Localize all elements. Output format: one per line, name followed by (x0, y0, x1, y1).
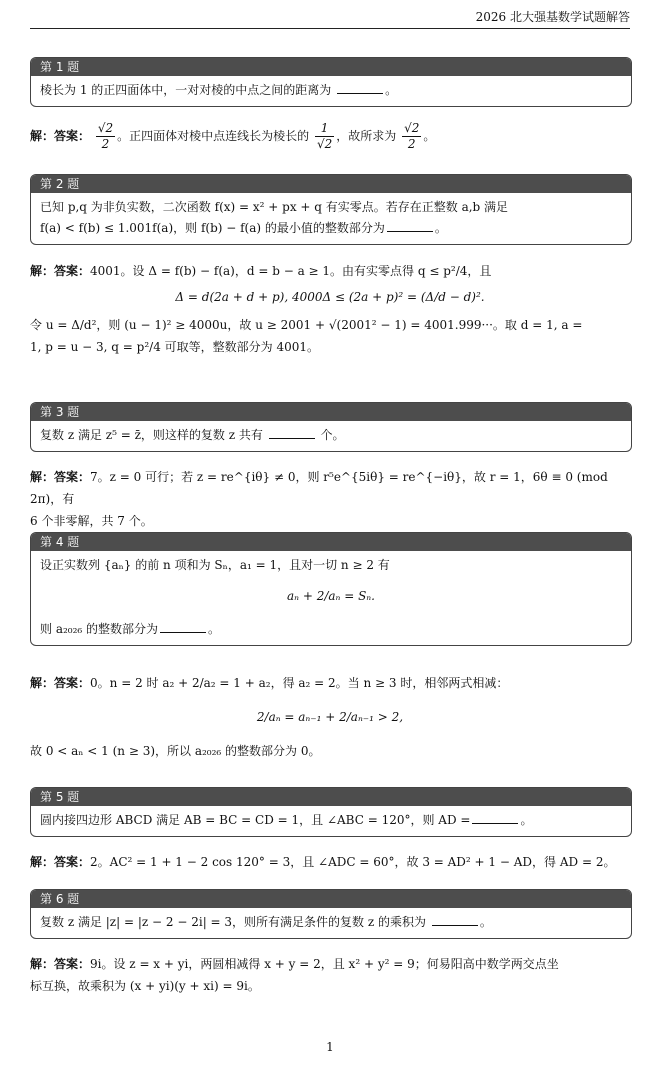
solution-label: 解：答案： (30, 264, 91, 278)
problem-1-box (30, 57, 632, 107)
solution-5-line-1: 2。AC² = 1 + 1 − 2 cos 120° = 3，且 ∠ADC = 60°，故 3 = AD² + 1 − AD，得 AD = 2。 (90, 855, 616, 869)
problem-1-body (31, 76, 631, 106)
problem-5-body (31, 806, 631, 836)
answer-blank (337, 92, 383, 94)
solution-1-text-end: 。 (423, 129, 436, 143)
problem-4-end: 。 (208, 622, 221, 636)
problem-2-body (31, 193, 631, 244)
solution-5 (30, 851, 630, 873)
solution-2-equation: Δ = d(2a + d + p), 4000Δ ≤ (2a + p)² = (Δ/d − d)². (175, 290, 485, 304)
solution-4 (30, 672, 630, 762)
solution-3-line-2: 6 个非零解，共 7 个。 (30, 514, 153, 528)
problem-4-box (30, 532, 632, 646)
solution-4-equation: 2/aₙ = aₙ₋₁ + 2/aₙ₋₁ > 2, (256, 710, 404, 724)
problem-4-body (31, 551, 631, 645)
problem-3-body (31, 421, 631, 451)
fraction-answer: $\frac{√2}{2}$ (97, 121, 114, 151)
solution-1 (30, 121, 630, 152)
problem-2-title: 第 2 题 (31, 175, 631, 193)
problem-2-line-1: 已知 p,q 为非负实数，二次函数 f(x) = x² + px + q 有实零点。若存在正整数 a,b 满足 (40, 200, 509, 214)
answer-blank (387, 230, 433, 232)
problem-1-title: 第 1 题 (31, 58, 631, 76)
solution-label: 解：答案： (30, 676, 91, 690)
problem-4-line-2: 则 a₂₀₂₆ 的整数部分为 (40, 622, 159, 636)
solution-1-text: 。正四面体对棱中点连线长为棱长的 (117, 129, 310, 143)
solution-4-line-1: 0。n = 2 时 a₂ + 2/a₂ = 1 + a₂，得 a₂ = 2。当 n ≥ 3 时，相邻两式相减： (90, 676, 509, 690)
problem-3-box (30, 402, 632, 452)
solution-6-line-1: 9i。设 z = x + yi，两圆相减得 x + y = 2，且 x² + y² = 9；何易阳高中数学两交点坐 (90, 957, 559, 971)
solution-label: 解：答案： (30, 470, 91, 484)
solution-3 (30, 466, 630, 532)
solution-3-line-1: 7。z = 0 可行；若 z = re^{iθ} ≠ 0，则 r⁵e^{5iθ} = re^{−iθ}，故 r = 1，6θ ≡ 0 (mod 2π)，有 (30, 470, 608, 506)
fraction-result: $\frac{√2}{2}$ (404, 121, 420, 151)
problem-3-text: 复数 z 满足 z⁵ = z̄，则这样的复数 z 共有 (40, 428, 263, 442)
page-header (30, 6, 630, 29)
solution-2-line-1: 4001。设 Δ = f(b) − f(a)，d = b − a ≥ 1。由有实零点得 q ≤ p²/4，且 (90, 264, 492, 278)
solution-2 (30, 260, 630, 358)
problem-3-text-end: 个。 (320, 428, 345, 442)
problem-6-title: 第 6 题 (31, 890, 631, 908)
problem-1-text-end: 。 (385, 83, 398, 97)
solution-6-line-2: 标互换，故乘积为 (x + yi)(y + xi) = 9i。 (30, 979, 260, 993)
problem-6-text: 复数 z 满足 |z| = |z − 2 − 2i| = 3，则所有满足条件的复数 z 的乘积为 (40, 915, 427, 929)
answer-blank (160, 631, 206, 633)
answer-blank (432, 924, 478, 926)
fraction-ratio: $\frac{1}{√2}$ (316, 121, 333, 151)
solution-2-line-2: 令 u = Δ/d²，则 (u − 1)² ≥ 4000u，故 u ≥ 2001 + √(2001² − 1) = 4001.999···。取 d = 1, a = (30, 318, 583, 332)
problem-6-text-end: 。 (479, 915, 492, 929)
solution-label: 解：答案： (30, 855, 91, 869)
page-number: 1 (326, 1040, 334, 1054)
problem-6-body (31, 908, 631, 938)
problem-5-text-end: 。 (520, 813, 533, 827)
answer-blank (269, 437, 315, 439)
problem-2-box (30, 174, 632, 245)
problem-4-line-1: 设正实数列 {aₙ} 的前 n 项和为 Sₙ，a₁ = 1，且对一切 n ≥ 2 有 (40, 558, 390, 572)
problem-5-box (30, 787, 632, 837)
header-title: 2026 北大强基数学试题解答 (475, 10, 630, 24)
problem-4-equation: aₙ + 2/aₙ = Sₙ. (287, 589, 375, 603)
problem-2-end: 。 (434, 221, 447, 235)
problem-1-text: 棱长为 1 的正四面体中，一对对棱的中点之间的距离为 (40, 83, 332, 97)
problem-5-text: 圆内接四边形 ABCD 满足 AB = BC = CD = 1，且 ∠ABC = 120°，则 AD = (40, 813, 471, 827)
solution-2-line-3: 1, p = u − 3, q = p²/4 可取等，整数部分为 4001。 (30, 340, 320, 354)
problem-4-title: 第 4 题 (31, 533, 631, 551)
solution-label: 解：答案： (30, 129, 91, 143)
solution-6 (30, 953, 630, 997)
solution-4-line-2: 故 0 < aₙ < 1 (n ≥ 3)，所以 a₂₀₂₆ 的整数部分为 0。 (30, 744, 321, 758)
solution-1-text-2: ，故所求为 (336, 129, 397, 143)
problem-5-title: 第 5 题 (31, 788, 631, 806)
solution-label: 解：答案： (30, 957, 91, 971)
problem-3-title: 第 3 题 (31, 403, 631, 421)
problem-6-box (30, 889, 632, 939)
answer-blank (472, 822, 518, 824)
problem-2-line-2: f(a) < f(b) ≤ 1.001f(a)，则 f(b) − f(a) 的最小值的整数部分为 (40, 221, 385, 235)
